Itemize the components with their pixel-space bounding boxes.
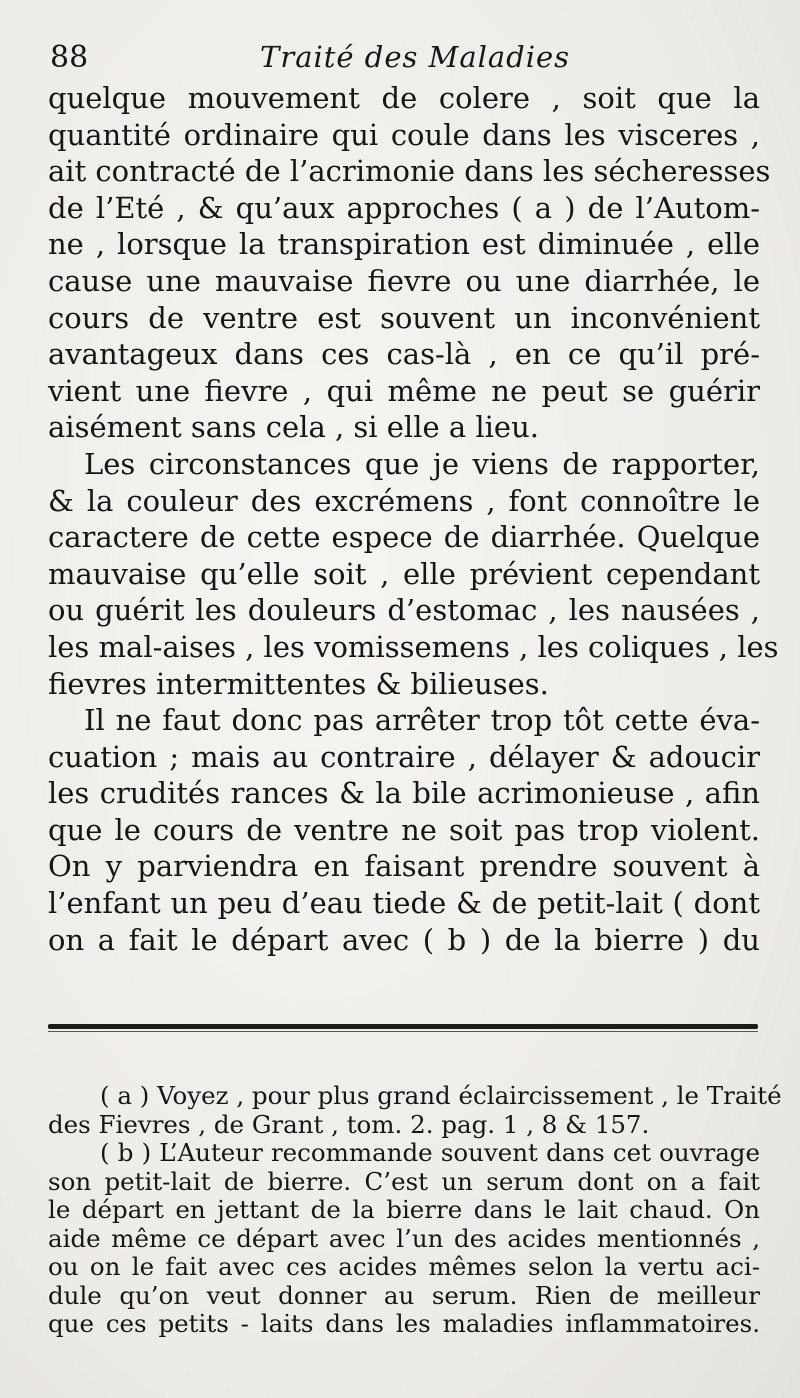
body-line: les mal-aises , les vomissemens , les coliques , les — [48, 629, 779, 664]
footnote-line: aide même ce départ avec l’un des acides mentionnés , — [48, 1223, 760, 1253]
footnote-separator-rule — [48, 1024, 758, 1029]
body-line: ne , lorsque la transpiration est diminuée , elle — [48, 227, 760, 262]
footnote-separator-underline — [48, 1031, 758, 1032]
body-line: de l’Eté , & qu’aux approches ( a ) de l’Autom- — [48, 190, 760, 225]
footnote-line: des Fievres , de Grant , tom. 2. pag. 1 , 8 & 157. — [48, 1109, 650, 1139]
running-title: Traité des Maladies — [260, 40, 571, 74]
page-number: 88 — [50, 40, 89, 75]
body-line: On y parviendra en faisant prendre souvent à — [48, 849, 760, 884]
footnote-line: ou on le fait avec ces acides mêmes selon la vertu aci- — [48, 1252, 760, 1281]
body-line: Il ne faut donc pas arrêter trop tôt cette éva- — [84, 703, 760, 738]
body-line: Les circonstances que je viens de rapporter, — [84, 446, 760, 481]
body-line: cuation ; mais au contraire , délayer & adoucir — [48, 739, 760, 774]
footnotes — [48, 1081, 782, 1339]
footnote-line: dule qu’on veut donner au serum. Rien de meilleur — [48, 1280, 760, 1310]
body-line: quantité ordinaire qui coule dans les visceres , — [48, 117, 760, 152]
body-line: on a fait le départ avec ( b ) de la bierre ) du — [48, 922, 760, 957]
page-header — [50, 38, 750, 82]
footnote-line: que ces petits - laits dans les maladies inflammatoires. — [48, 1309, 760, 1338]
body-line: cause une mauvaise fievre ou une diarrhée, le — [48, 263, 760, 298]
body-line: vient une fievre , qui même ne peut se guérir — [48, 373, 760, 408]
footnote-line: le départ en jettant de la bierre dans le lait chaud. On — [48, 1195, 760, 1224]
body-line: cours de ventre est souvent un inconvénient — [48, 300, 760, 335]
body-line: caractere de cette espece de diarrhée. Quelque — [48, 520, 760, 555]
body-line: quelque mouvement de colere , soit que la — [48, 81, 760, 115]
body-line: ait contracté de l’acrimonie dans les sécheresses — [48, 154, 771, 189]
footnote-line: ( a ) Voyez , pour plus grand éclaircissement , le Traité — [100, 1081, 782, 1110]
body-line: avantageux dans ces cas-là , en ce qu’il pré- — [48, 337, 760, 372]
body-line: & la couleur des excrémens , font connoître le — [48, 483, 760, 518]
body-line: l’enfant un peu d’eau tiede & de petit-lait ( dont — [48, 886, 760, 921]
body-line: que le cours de ventre ne soit pas trop violent. — [48, 812, 760, 847]
body-text — [48, 80, 779, 958]
footnote-line: son petit-lait de bierre. C’est un serum dont on a fait — [48, 1166, 760, 1196]
body-line: ou guérit les douleurs d’estomac , les nausées , — [48, 593, 760, 628]
footnote-line: ( b ) L’Auteur recommande souvent dans cet ouvrage — [100, 1138, 760, 1167]
body-line: mauvaise qu’elle soit , elle prévient cependant — [48, 556, 760, 591]
body-line: aisément sans cela , si elle a lieu. — [48, 410, 539, 445]
body-line: les crudités rances & la bile acrimonieuse , afin — [48, 776, 760, 811]
body-line: fievres intermittentes & bilieuses. — [48, 666, 549, 701]
